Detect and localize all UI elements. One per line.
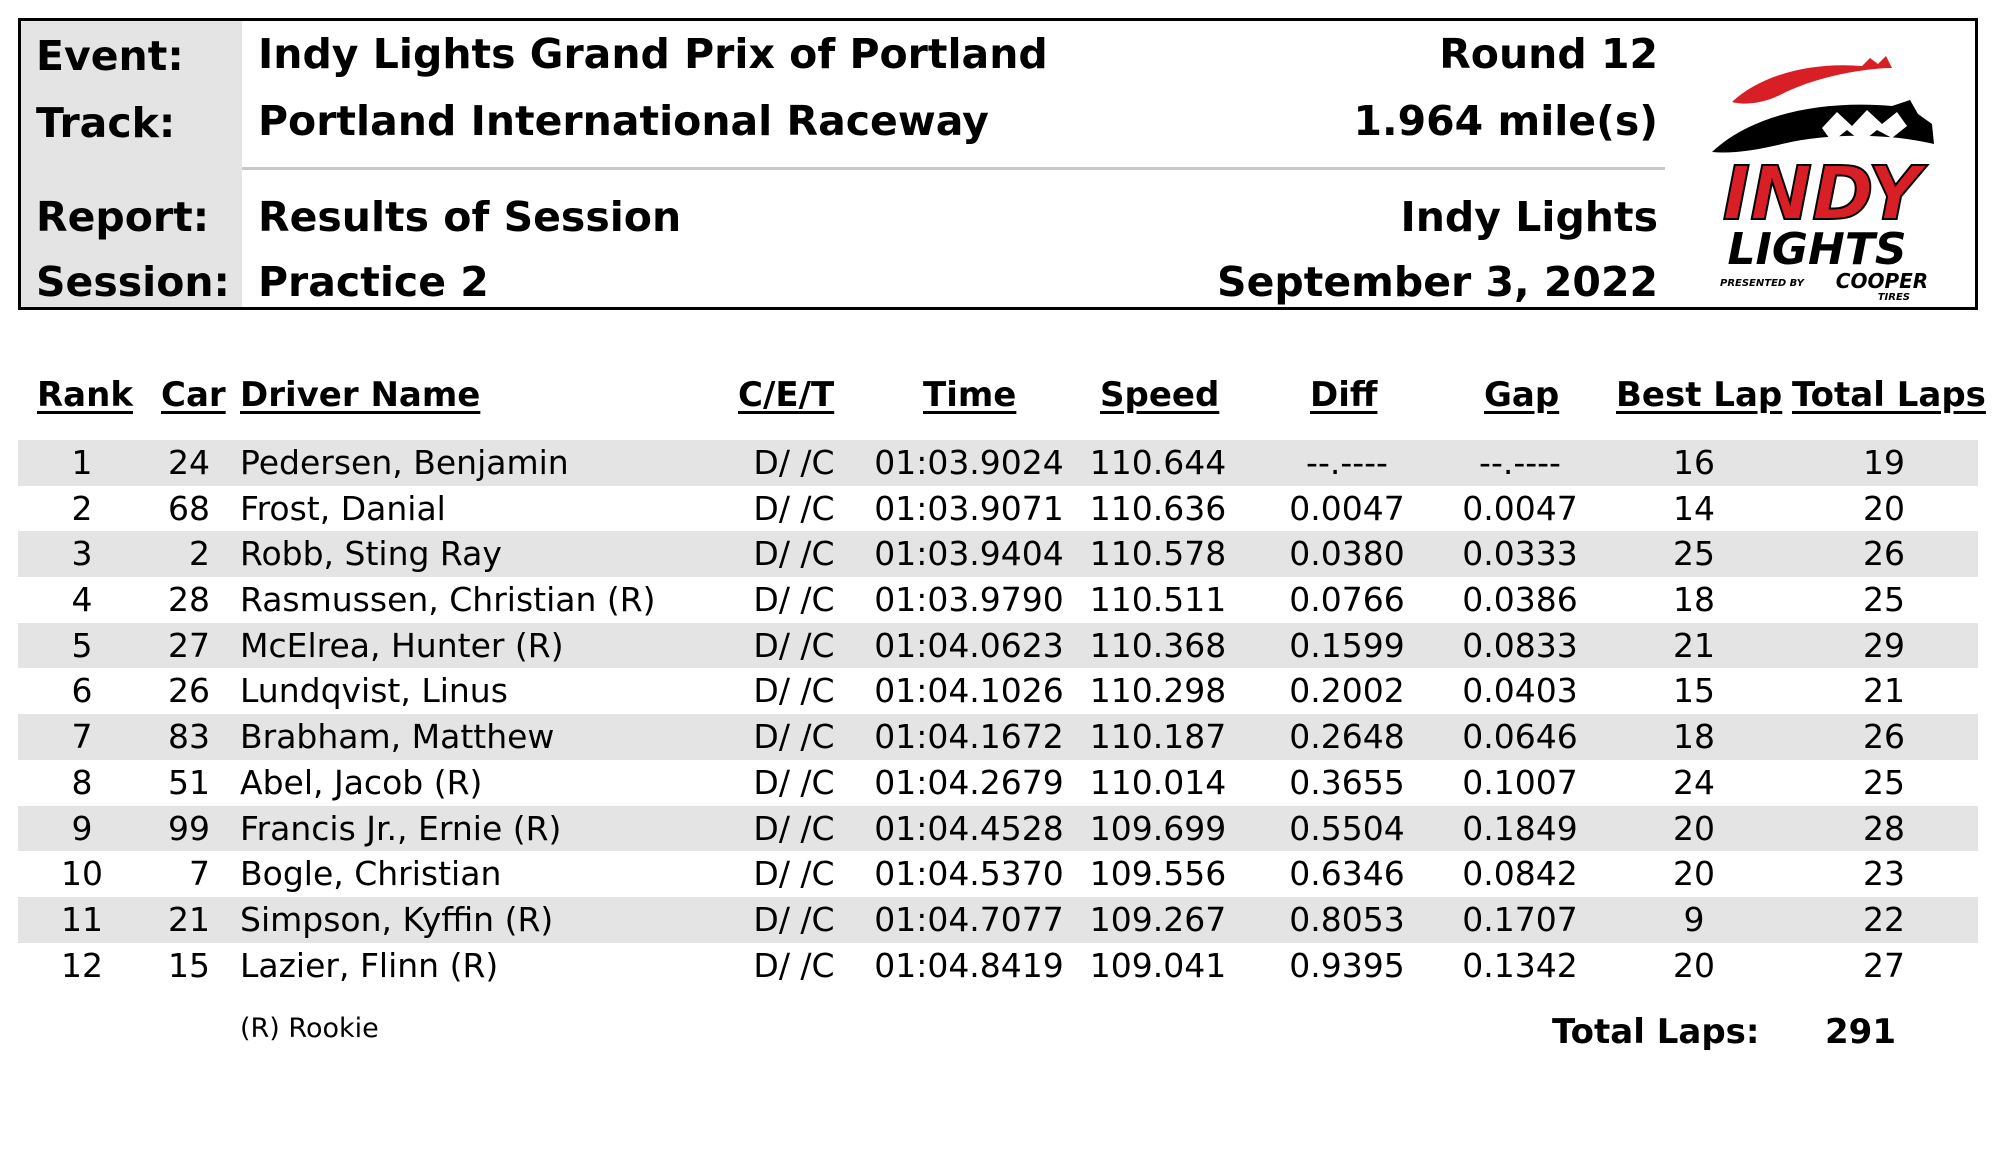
- cell-time: 01:03.9071: [874, 488, 1064, 528]
- cell-gap: 0.1707: [1462, 899, 1578, 939]
- cell-gap: 0.0646: [1462, 717, 1578, 757]
- cell-rank: 6: [71, 671, 93, 711]
- cell-diff: 0.0766: [1289, 580, 1405, 620]
- cell-diff: 0.8053: [1289, 899, 1405, 939]
- cell-time: 01:03.9404: [874, 534, 1064, 574]
- cell-diff: 0.2002: [1289, 671, 1405, 711]
- col-header-diff: Diff: [1310, 375, 1378, 415]
- cell-time: 01:03.9024: [874, 443, 1064, 482]
- col-header-driver: Driver Name: [240, 375, 481, 415]
- cell-speed: 110.578: [1089, 534, 1227, 574]
- cell-gap: 0.1007: [1462, 762, 1578, 802]
- cell-speed: 109.699: [1089, 808, 1227, 848]
- session-label: Session:: [36, 258, 230, 306]
- cell-total-laps: 19: [1863, 443, 1905, 482]
- cell-time: 01:04.1026: [874, 671, 1064, 711]
- cell-gap: 0.0386: [1462, 580, 1578, 620]
- table-row: [18, 623, 1978, 669]
- cell-gap: 0.0833: [1462, 625, 1578, 665]
- cell-car: 68: [168, 488, 210, 528]
- cell-car: 99: [168, 808, 210, 848]
- logo-sponsor-sub-text: TIRES: [1877, 292, 1910, 303]
- cell-cet: D/ /C: [753, 671, 835, 711]
- cell-cet: D/ /C: [753, 945, 835, 985]
- cell-speed: 110.511: [1089, 580, 1227, 620]
- cell-speed: 109.556: [1089, 854, 1227, 894]
- cell-speed: 109.267: [1089, 899, 1227, 939]
- col-header-car: Car: [161, 375, 226, 415]
- cell-cet: D/ /C: [753, 762, 835, 802]
- table-row: [18, 760, 1978, 806]
- cell-rank: 5: [71, 625, 93, 665]
- cell-gap: 0.0403: [1462, 671, 1578, 711]
- cell-total-laps: 22: [1863, 899, 1905, 939]
- cell-best-lap: 18: [1673, 580, 1715, 620]
- cell-driver: Francis Jr., Ernie (R): [240, 808, 562, 848]
- cell-driver: Brabham, Matthew: [240, 717, 555, 757]
- cell-diff: --.----: [1306, 443, 1388, 482]
- logo-indy-text: INDY: [1722, 151, 1922, 237]
- round-number: Round 12: [1439, 30, 1658, 78]
- cell-car: 51: [168, 762, 210, 802]
- cell-diff: 0.1599: [1289, 625, 1405, 665]
- cell-driver: Lazier, Flinn (R): [240, 945, 499, 985]
- cell-diff: 0.9395: [1289, 945, 1405, 985]
- table-row: [18, 577, 1978, 623]
- cell-total-laps: 28: [1863, 808, 1905, 848]
- logo-lights-text: LIGHTS: [1727, 224, 1907, 275]
- cell-speed: 110.014: [1089, 762, 1227, 802]
- cell-cet: D/ /C: [753, 717, 835, 757]
- logo-presented-text: PRESENTED BY: [1719, 278, 1804, 289]
- event-label: Event:: [36, 32, 184, 80]
- cell-cet: D/ /C: [753, 808, 835, 848]
- cell-rank: 11: [61, 899, 103, 939]
- cell-best-lap: 15: [1673, 671, 1715, 711]
- cell-driver: Simpson, Kyffin (R): [240, 899, 554, 939]
- event-name: Indy Lights Grand Prix of Portland: [258, 30, 1048, 78]
- cell-time: 01:04.0623: [874, 625, 1064, 665]
- track-name: Portland International Raceway: [258, 97, 989, 145]
- cell-gap: 0.0047: [1462, 488, 1578, 528]
- cell-rank: 9: [71, 808, 93, 848]
- cell-best-lap: 16: [1673, 443, 1715, 482]
- table-row: [18, 668, 1978, 714]
- logo-sponsor-text: COOPER: [1835, 269, 1929, 293]
- cell-cet: D/ /C: [753, 854, 835, 894]
- cell-rank: 8: [71, 762, 93, 802]
- cell-total-laps: 29: [1863, 625, 1905, 665]
- table-row: [18, 851, 1978, 897]
- cell-best-lap: 25: [1673, 534, 1715, 574]
- cell-best-lap: 18: [1673, 717, 1715, 757]
- cell-best-lap: 20: [1673, 945, 1715, 985]
- cell-speed: 109.041: [1089, 945, 1227, 985]
- table-row: [18, 714, 1978, 760]
- cell-gap: 0.0842: [1462, 854, 1578, 894]
- cell-rank: 1: [71, 443, 93, 482]
- cell-driver: Pedersen, Benjamin: [240, 443, 569, 482]
- cell-best-lap: 14: [1673, 488, 1715, 528]
- cell-car: 21: [168, 899, 210, 939]
- table-row: [18, 897, 1978, 943]
- track-length: 1.964 mile(s): [1353, 97, 1658, 145]
- cell-best-lap: 21: [1673, 625, 1715, 665]
- cell-car: 15: [168, 945, 210, 985]
- report-label: Report:: [36, 193, 210, 241]
- table-row: [18, 440, 1978, 486]
- col-header-time: Time: [923, 375, 1017, 415]
- cell-rank: 7: [71, 717, 93, 757]
- cell-best-lap: 20: [1673, 854, 1715, 894]
- report-title: Results of Session: [258, 193, 682, 241]
- cell-time: 01:04.8419: [874, 945, 1064, 985]
- cell-speed: 110.187: [1089, 717, 1227, 757]
- cell-driver: Frost, Danial: [240, 488, 446, 528]
- cell-total-laps: 25: [1863, 762, 1905, 802]
- cell-cet: D/ /C: [753, 488, 835, 528]
- cell-speed: 110.644: [1089, 443, 1227, 482]
- cell-gap: 0.1849: [1462, 808, 1578, 848]
- cell-gap: 0.1342: [1462, 945, 1578, 985]
- session-date: September 3, 2022: [1217, 258, 1658, 306]
- cell-total-laps: 26: [1863, 534, 1905, 574]
- cell-diff: 0.0047: [1289, 488, 1405, 528]
- cell-best-lap: 20: [1673, 808, 1715, 848]
- rookie-note: (R) Rookie: [240, 1013, 379, 1044]
- cell-cet: D/ /C: [753, 899, 835, 939]
- cell-car: 2: [189, 534, 210, 574]
- col-header-cet: C/E/T: [738, 375, 835, 415]
- cell-time: 01:04.5370: [874, 854, 1064, 894]
- cell-driver: Lundqvist, Linus: [240, 671, 508, 711]
- cell-rank: 2: [71, 488, 93, 528]
- cell-gap: --.----: [1479, 443, 1561, 482]
- col-header-speed: Speed: [1100, 375, 1220, 415]
- cell-total-laps: 25: [1863, 580, 1905, 620]
- cell-rank: 12: [61, 945, 103, 985]
- col-header-gap: Gap: [1484, 375, 1560, 415]
- cell-cet: D/ /C: [753, 443, 835, 482]
- cell-speed: 110.636: [1089, 488, 1227, 528]
- track-label: Track:: [36, 99, 176, 147]
- cell-driver: Rasmussen, Christian (R): [240, 580, 656, 620]
- total-laps-label: Total Laps:: [1552, 1012, 1760, 1052]
- cell-car: 24: [168, 443, 210, 482]
- total-laps-value: 291: [1825, 1012, 1896, 1052]
- col-header-total-laps: Total Laps: [1792, 375, 1986, 415]
- cell-car: 7: [189, 854, 210, 894]
- cell-time: 01:04.4528: [874, 808, 1064, 848]
- cell-cet: D/ /C: [753, 534, 835, 574]
- table-row: [18, 486, 1978, 532]
- table-row: [18, 943, 1978, 989]
- cell-total-laps: 26: [1863, 717, 1905, 757]
- cell-driver: McElrea, Hunter (R): [240, 625, 564, 665]
- cell-rank: 3: [71, 534, 93, 574]
- cell-total-laps: 21: [1863, 671, 1905, 711]
- cell-time: 01:03.9790: [874, 580, 1064, 620]
- cell-car: 83: [168, 717, 210, 757]
- table-row: [18, 806, 1978, 852]
- cell-diff: 0.5504: [1289, 808, 1405, 848]
- cell-time: 01:04.7077: [874, 899, 1064, 939]
- cell-diff: 0.6346: [1289, 854, 1405, 894]
- col-header-rank: Rank: [37, 375, 133, 415]
- cell-diff: 0.3655: [1289, 762, 1405, 802]
- cell-car: 28: [168, 580, 210, 620]
- cell-car: 27: [168, 625, 210, 665]
- cell-diff: 0.2648: [1289, 717, 1405, 757]
- cell-cet: D/ /C: [753, 625, 835, 665]
- cell-total-laps: 23: [1863, 854, 1905, 894]
- cell-best-lap: 9: [1683, 899, 1705, 939]
- results-table-body: [18, 440, 1978, 988]
- table-row: [18, 531, 1978, 577]
- cell-driver: Abel, Jacob (R): [240, 762, 483, 802]
- col-header-best-lap: Best Lap: [1616, 375, 1783, 415]
- cell-time: 01:04.2679: [874, 762, 1064, 802]
- cell-total-laps: 27: [1863, 945, 1905, 985]
- cell-speed: 110.368: [1089, 625, 1227, 665]
- cell-rank: 10: [61, 854, 103, 894]
- cell-total-laps: 20: [1863, 488, 1905, 528]
- cell-rank: 4: [71, 580, 93, 620]
- cell-speed: 110.298: [1089, 671, 1227, 711]
- series-name: Indy Lights: [1400, 193, 1658, 241]
- cell-driver: Robb, Sting Ray: [240, 534, 502, 574]
- session-name: Practice 2: [258, 258, 489, 306]
- cell-gap: 0.0333: [1462, 534, 1578, 574]
- cell-time: 01:04.1672: [874, 717, 1064, 757]
- indy-lights-logo: [1672, 34, 1962, 304]
- cell-best-lap: 24: [1673, 762, 1715, 802]
- cell-driver: Bogle, Christian: [240, 854, 502, 894]
- cell-diff: 0.0380: [1289, 534, 1405, 574]
- cell-car: 26: [168, 671, 210, 711]
- cell-cet: D/ /C: [753, 580, 835, 620]
- header-divider: [242, 167, 1665, 170]
